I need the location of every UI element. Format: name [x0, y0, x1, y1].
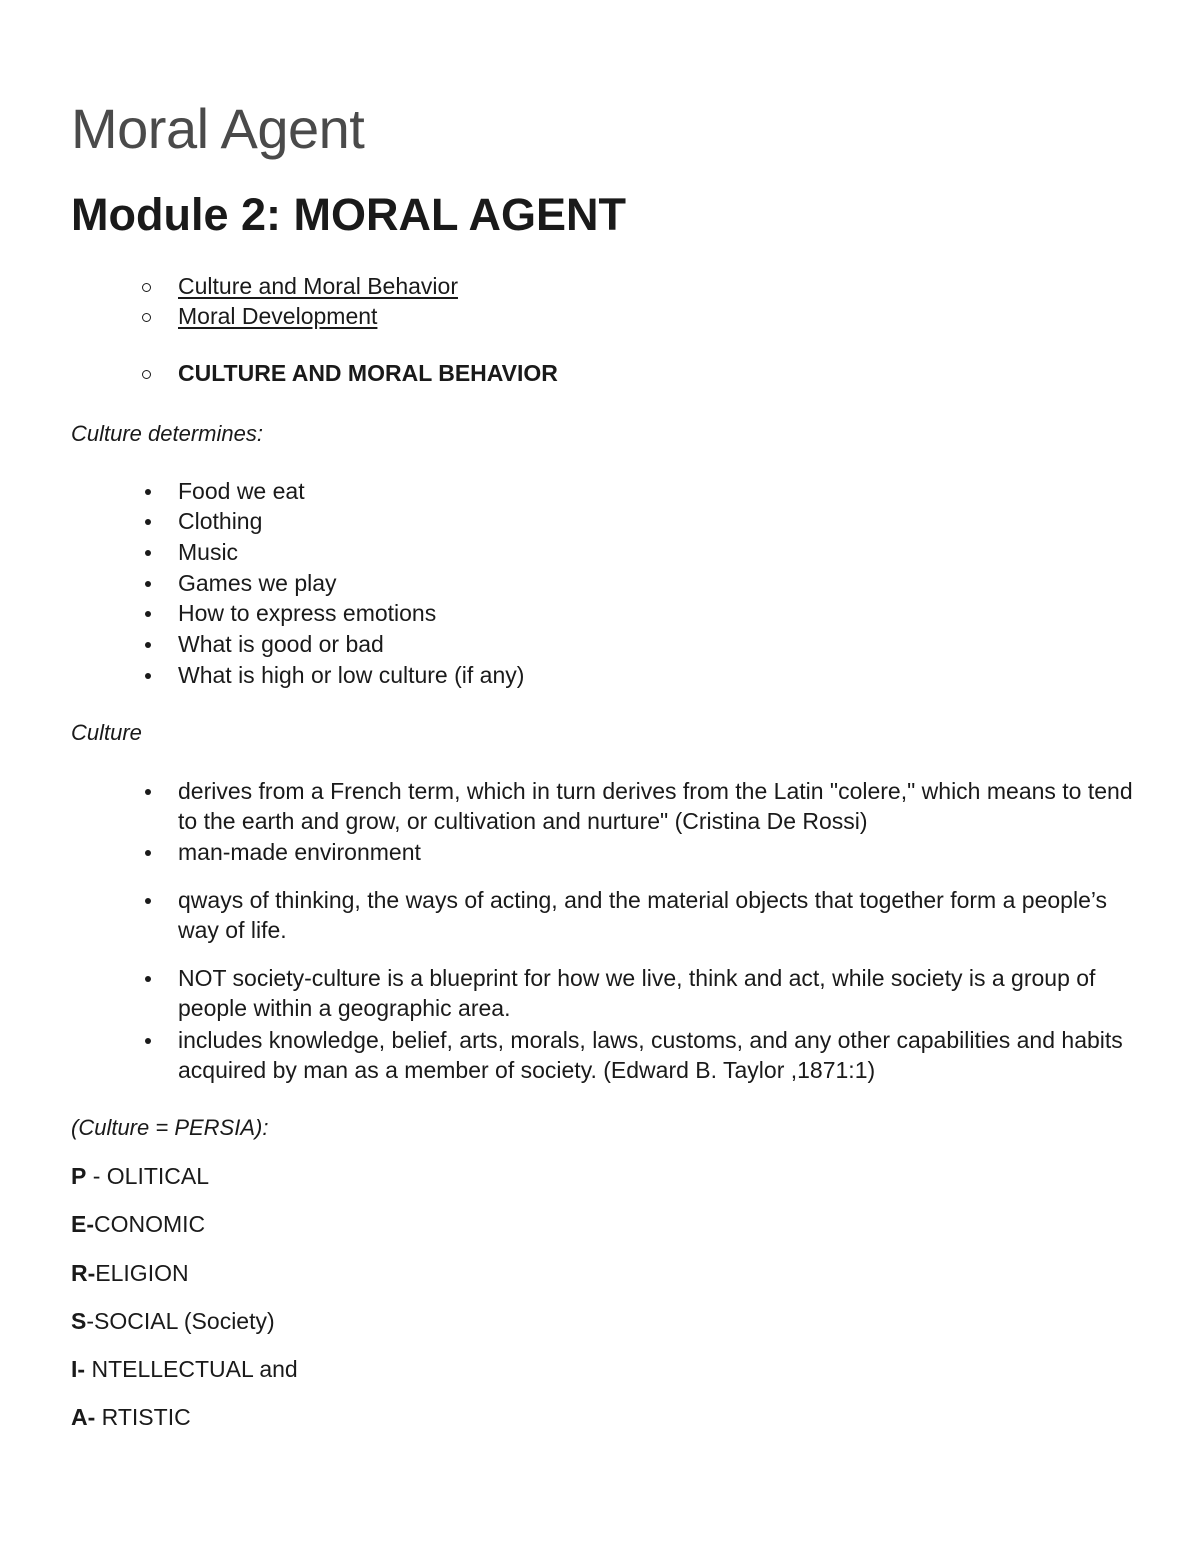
list-item: What is good or bad	[178, 629, 1138, 659]
persia-letter: S	[71, 1308, 87, 1334]
persia-label: (Culture = PERSIA):	[71, 1115, 269, 1140]
toc-link-culture-and-moral-behavior[interactable]: Culture and Moral Behavior	[178, 273, 458, 299]
list-item: Music	[178, 537, 1138, 567]
persia-word: RTISTIC	[95, 1404, 191, 1430]
list-item: NOT society-culture is a blueprint for how we live, think and act, while society is a group of people within a geographic area.	[178, 963, 1138, 1023]
toc-link-moral-development[interactable]: Moral Development	[178, 303, 378, 329]
list-item: qways of thinking, the ways of acting, and the material objects that together form a people’s way of life.	[178, 885, 1138, 945]
persia-letter: A-	[71, 1404, 96, 1430]
circle-bullet-icon	[142, 370, 151, 379]
list-item: Food we eat	[178, 476, 1138, 506]
persia-word: - OLITICAL	[86, 1163, 210, 1189]
persia-letter: R-	[71, 1260, 96, 1286]
persia-line	[71, 1209, 205, 1239]
culture-label: Culture	[71, 720, 142, 745]
list-item: Clothing	[178, 506, 1138, 536]
persia-word: -SOCIAL (Society)	[86, 1308, 275, 1334]
persia-line	[71, 1161, 209, 1191]
persia-word: NTELLECTUAL and	[85, 1356, 298, 1382]
persia-letter: P	[71, 1163, 87, 1189]
circle-bullet-icon	[142, 313, 151, 322]
persia-line	[71, 1258, 189, 1288]
list-item: includes knowledge, belief, arts, morals, laws, customs, and any other capabilities and habits acquired by man as a member of society. (Edward B. Taylor ,1871:1)	[178, 1025, 1138, 1085]
persia-line	[71, 1354, 298, 1384]
persia-word: ELIGION	[95, 1260, 189, 1286]
culture-determines-label: Culture determines:	[71, 421, 263, 446]
list-item: derives from a French term, which in turn derives from the Latin "colere," which means to tend to the earth and grow, or cultivation and nurture" (Cristina De Rossi)	[178, 776, 1138, 836]
persia-letter: I-	[71, 1356, 86, 1382]
list-item: man-made environment	[178, 837, 1138, 867]
persia-word: CONOMIC	[94, 1211, 206, 1237]
list-item: What is high or low culture (if any)	[178, 660, 1138, 690]
document-title: Moral Agent	[71, 97, 365, 160]
list-item: Games we play	[178, 568, 1138, 598]
persia-letter: E-	[71, 1211, 94, 1237]
list-item: How to express emotions	[178, 598, 1138, 628]
section-heading: CULTURE AND MORAL BEHAVIOR	[178, 360, 558, 386]
persia-line	[71, 1402, 191, 1432]
circle-bullet-icon	[142, 283, 151, 292]
persia-line	[71, 1306, 275, 1336]
module-title: Module 2: MORAL AGENT	[71, 189, 626, 240]
